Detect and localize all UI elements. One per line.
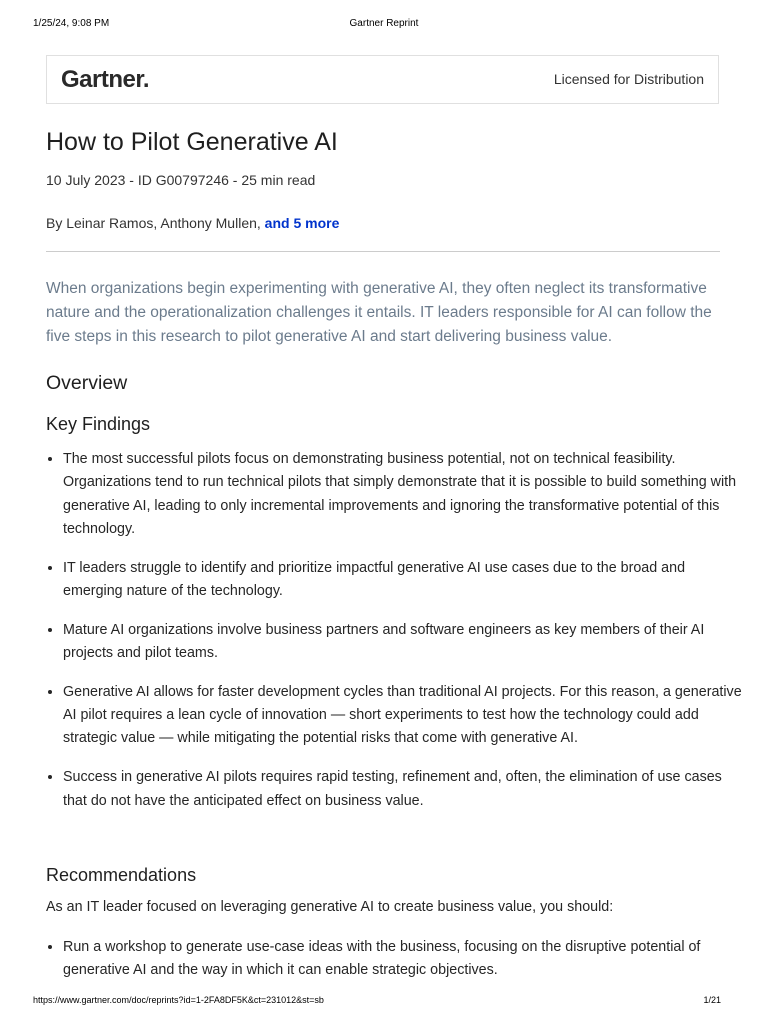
list-item: • Generative AI allows for faster development cycles than traditional AI projects. For this reason, a generative AI pilot requires a lean cycle of innovation — short experiments to test how the technology could add strategic value — while mitigating the potential risks that come with generative AI.	[63, 681, 743, 751]
print-url: https://www.gartner.com/doc/reprints?id=1-2FA8DF5K&ct=231012&st=sb	[33, 995, 324, 1005]
authors-names: By Leinar Ramos, Anthony Mullen,	[46, 215, 261, 231]
key-findings-heading: Key Findings	[46, 414, 151, 434]
divider	[46, 251, 720, 252]
gartner-logo[interactable]: Gartner.	[61, 66, 150, 93]
list-item: • The most successful pilots focus on demonstrating business potential, not on technical feasibility. Organizations tend to run technical pilots that simply demonstrate that it is possible to build something with generative AI, leading to only incremental improvements and ignoring the transformative potential of this technology.	[63, 448, 743, 541]
list-item: • Run a workshop to generate use-case ideas with the business, focusing on the disruptive potential of generative AI and the way in which it can enable strategic objectives.	[63, 936, 743, 983]
recommendations-intro: As an IT leader focused on leveraging generative AI to create business value, you should:	[46, 899, 614, 915]
list-item: • Mature AI organizations involve business partners and software engineers as key members of their AI projects and pilot teams.	[63, 619, 743, 666]
authors-line	[46, 215, 339, 231]
reprint-banner	[46, 55, 719, 104]
licensed-label: Licensed for Distribution	[553, 71, 704, 87]
page-title: How to Pilot Generative AI	[46, 128, 338, 156]
print-header	[33, 18, 735, 32]
more-authors-link[interactable]: and 5 more	[264, 215, 340, 231]
list-item: • Success in generative AI pilots requires rapid testing, refinement and, often, the elimination of use cases that do not have the anticipated effect on business value.	[63, 766, 743, 813]
page-number: 1/21	[703, 995, 721, 1005]
overview-heading: Overview	[46, 372, 128, 394]
print-datetime: 1/25/24, 9:08 PM	[33, 18, 110, 29]
article-meta: 10 July 2023 - ID G00797246 - 25 min read	[46, 172, 316, 188]
article-summary: When organizations begin experimenting with generative AI, they often neglect its transformative nature and the operationalization challenges it entails. IT leaders responsible for AI can follow the five steps in this research to pilot generative AI and start delivering business value.	[46, 280, 712, 345]
recommendations-list	[46, 936, 743, 983]
recommendations-heading: Recommendations	[46, 865, 197, 885]
list-item: • IT leaders struggle to identify and prioritize impactful generative AI use cases due to the broad and emerging nature of the technology.	[63, 557, 743, 604]
print-title: Gartner Reprint	[349, 18, 419, 29]
key-findings-list	[46, 448, 743, 828]
